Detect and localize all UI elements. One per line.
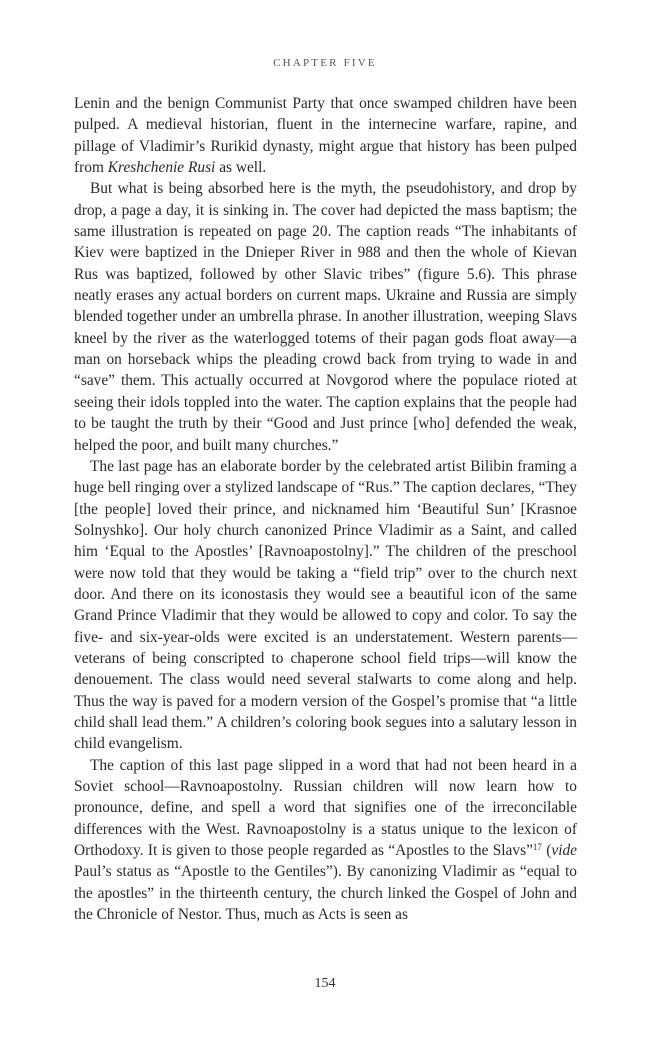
paragraph-4-text-a: The caption of this last page slipped in a word that had not been heard in a Soviet school—Ravnoapostolny. Russian children will now learn how to pronounce, define, and spell a word that signifies one of the irreconcilable differences with the West. Ravnoapostolny is a status unique to the lexicon of Orthodoxy. It is given to those people regarded as “Apostles to the Slavs” xyxy=(74,756,577,860)
paragraph-1 xyxy=(74,93,577,178)
paragraph-4-text-c: Paul’s status as “Apostle to the Gentiles”). By canonizing Vladimir as “equal to the apostles” in the thirteenth century, the church linked the Gospel of John and the Chronicle of Nestor. Thus, much as Acts is seen as xyxy=(74,863,577,924)
paragraph-1-text-b: as well. xyxy=(215,159,267,177)
paragraph-4-text-b: ( xyxy=(541,842,552,860)
paragraph-2: But what is being absorbed here is the myth, the pseudohistory, and drop by drop, a page a day, it is sinking in. The cover had depicted the mass baptism; the same illustration is repeated on page 20. The caption reads “The inhabitants of Kiev were baptized in the Dnieper River in 988 and then the whole of Kievan Rus was baptized, followed by other Slavic tribes” (figure 5.6). This phrase neatly erases any actual borders on current maps. Ukraine and Russia are simply blended together under an umbrella phrase. In another illustration, weeping Slavs kneel by the river as the waterlogged totems of their pagan gods float away—a man on horseback whips the pleading crowd back from trying to wade in and “save” them. This actually occurred at Novgorod where the populace rioted at seeing their idols toppled into the water. The caption explains that the people had to be taught the truth by their “Good and Just prince [who] defended the weak, helped the poor, and built many churches.” xyxy=(74,180,577,454)
paragraph-3: The last page has an elaborate border by the celebrated artist Bilibin framing a huge bell ringing over a stylized landscape of “Rus.” The caption declares, “They [the people] loved their prince, and nicknamed him ‘Beautiful Sun’ [Krasnoe Solnyshko]. Our holy church canonized Prince Vladimir as a Saint, and called him ‘Equal to the Apostles’ [Ravnoapostolny].” The children of the preschool were now told that they would be taking a “field trip” over to the church next door. And there on its iconostasis they would see a beautiful icon of the same Grand Prince Vladimir that they would be allowed to copy and color. To say the five- and six-year-olds were excited is an understatement. Western parents—veterans of being conscripted to chaperone school field trips—will know the denouement. The class would need several stalwarts to come along and help. Thus the way is paved for a modern version of the Gospel’s promise that “a little child shall lead them.” A children’s coloring book segues into a salutary lesson in child evangelism. xyxy=(74,457,577,753)
book-title-italic: Kreshchenie Rusi xyxy=(107,159,216,177)
paragraph-4 xyxy=(74,755,577,926)
running-head: CHAPTER FIVE xyxy=(273,57,377,69)
vide-italic: vide xyxy=(551,842,577,860)
paragraph-1-text-a: Lenin and the benign Communist Party that once swamped children have been pulped. A medieval historian, fluent in the internecine warfare, rapine, and pillage of Vladimir’s Rurikid dynasty, might argue that history has been pulped from xyxy=(74,95,577,177)
footnote-ref-17: 17 xyxy=(532,842,542,853)
body-text xyxy=(74,93,577,925)
page-number: 154 xyxy=(314,976,336,991)
